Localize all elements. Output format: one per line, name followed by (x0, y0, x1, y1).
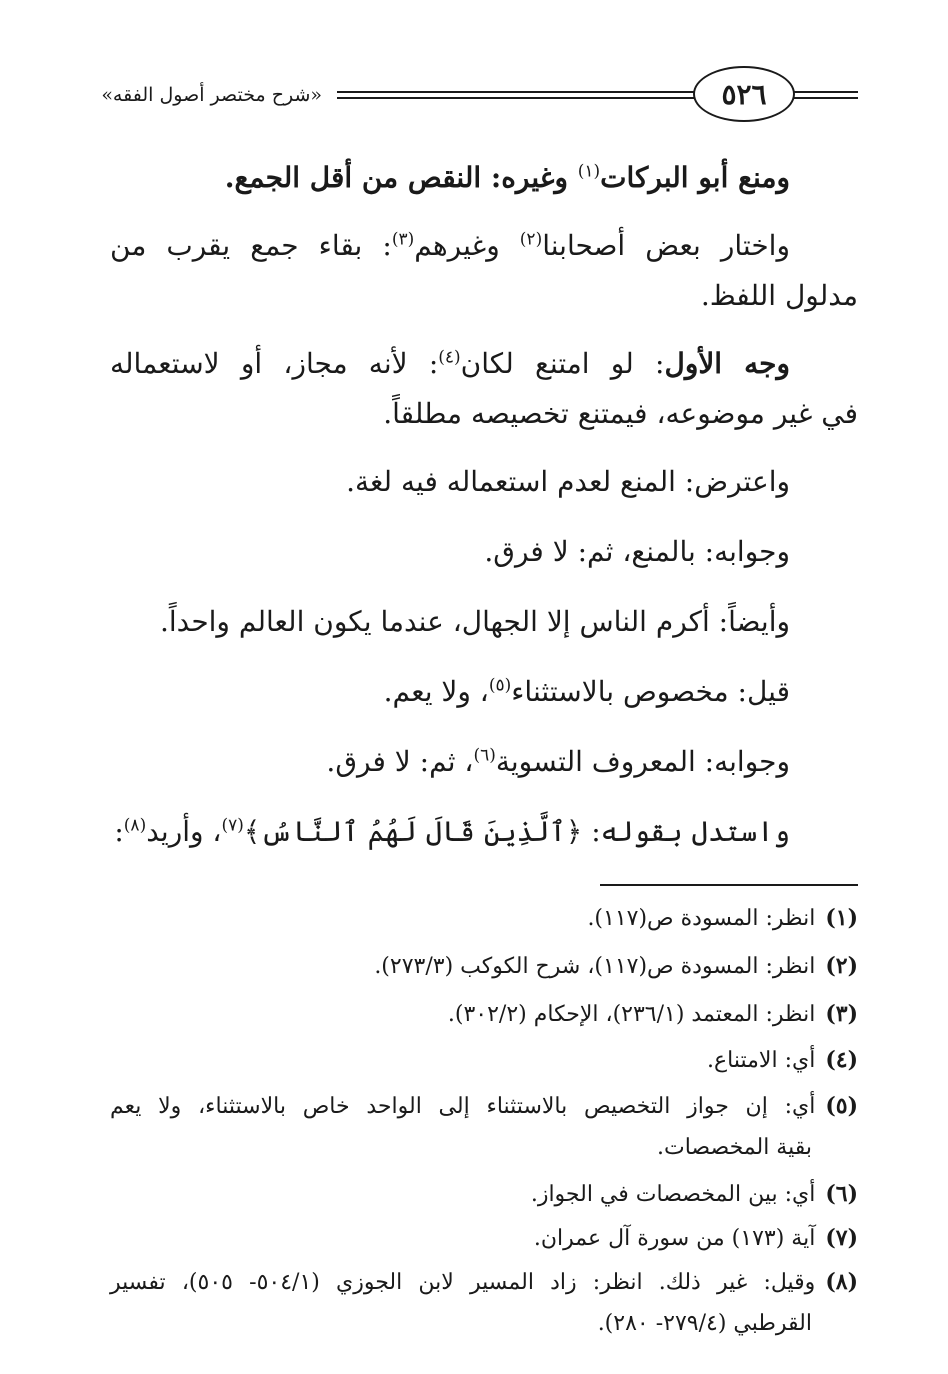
text-run: : لأنه مجاز، أو لاستعماله (110, 347, 439, 380)
text-line (110, 220, 858, 272)
footnote-number: (٢) (825, 953, 858, 979)
header-rule (790, 97, 858, 99)
text-run: في غير موضوعه، فيمتنع تخصيصه مطلقاً. (383, 397, 858, 430)
running-header-title: «شرح مختصر أصول الفقه» (101, 84, 322, 106)
text-line (225, 152, 790, 204)
footnote (448, 994, 858, 1035)
text-line (326, 736, 790, 788)
footnote-text: أي: الامتناع. (707, 1048, 816, 1073)
footnote-number: (٧) (825, 1225, 858, 1251)
text-line (484, 526, 790, 578)
footnote-ref: (٣) (391, 229, 415, 250)
header-rule (790, 91, 858, 93)
footnote-text: انظر: المسودة ص(١١٧). (587, 906, 816, 931)
footnote-ref: (٢) (519, 229, 543, 250)
footnote-text: آية (١٧٣) من سورة آل عمران. (533, 1226, 816, 1251)
footnote-ref: (٥) (488, 675, 512, 696)
text-run: ، ولا يعم. (383, 675, 489, 708)
footnote-text: القرطبي (٢٧٩/٤- ٢٨٠). (597, 1311, 812, 1336)
text-line (383, 388, 858, 440)
footnote-ref: (١) (577, 161, 601, 182)
text-line (384, 666, 790, 718)
footnote (110, 1262, 858, 1303)
footnote-number: (٥) (825, 1093, 858, 1119)
text-run: واستدل بقوله: ﴿ٱلَّذِينَ قَالَ لَهُمُ ٱلنَّاسُ﴾ (243, 815, 790, 848)
text-run: مدلول اللفظ. (700, 279, 858, 312)
text-run: : (114, 815, 124, 848)
page-number-badge (693, 66, 795, 122)
footnote-continuation (657, 1128, 812, 1168)
footnote-ref: (٦) (473, 745, 496, 766)
text-run: ، ثم: لا فرق. (326, 745, 474, 778)
footnote (534, 1218, 858, 1259)
footnote-text: انظر: المسودة ص(١١٧)، شرح الكوكب (٢٧٣/٣). (374, 954, 816, 979)
footnote-text: أي: بين المخصصات في الجواز. (530, 1182, 816, 1207)
text-run: واعترض: المنع لعدم استعماله فيه لغة. (346, 465, 790, 498)
text-line (110, 338, 858, 390)
text-run: وغيره: النقص من أقل الجمع. (224, 161, 578, 194)
footnote-number: (٦) (825, 1181, 858, 1207)
text-run: وجوابه: بالمنع، ثم: لا فرق. (484, 535, 790, 568)
text-run: واختار بعض أصحابنا (542, 229, 790, 262)
text-run: : بقاء جمع يقرب من (110, 229, 392, 262)
page-number: ٥٢٦ (721, 77, 767, 111)
footnote (531, 1174, 858, 1215)
header-rule (337, 91, 697, 93)
text-run: ومنع أبو البركات (600, 161, 790, 194)
footnote-text: وقيل: غير ذلك. انظر: زاد المسير لابن الجوزي (٥٠٤/١- ٥٠٥)، تفسير (110, 1270, 816, 1295)
text-run: وجوابه: المعروف التسوية (495, 745, 790, 778)
footnote-text: بقية المخصصات. (657, 1135, 812, 1160)
header-rule (337, 97, 697, 99)
footnote-continuation (598, 1304, 812, 1344)
text-line (701, 270, 858, 322)
text-line (160, 596, 790, 648)
footnote-separator (600, 884, 858, 886)
text-run: وأيضاً: أكرم الناس إلا الجهال، عندما يكون العالم واحداً. (159, 605, 790, 638)
footnote-number: (٣) (825, 1001, 858, 1027)
footnote (587, 898, 858, 939)
footnote-number: (١) (825, 905, 858, 931)
footnote (374, 946, 858, 987)
footnote-ref: (٤) (438, 347, 461, 368)
text-line (346, 456, 790, 508)
text-line (114, 806, 790, 858)
footnote (110, 1086, 858, 1127)
text-run: : لو امتنع لكان (460, 347, 665, 380)
footnote-number: (٤) (825, 1047, 858, 1073)
footnote-ref: (٧) (221, 815, 244, 836)
footnote (707, 1040, 858, 1081)
footnote-text: انظر: المعتمد (٢٣٦/١)، الإحكام (٣٠٢/٢). (447, 1002, 816, 1027)
text-run: وجه الأول (664, 347, 791, 380)
text-run: قيل: مخصوص بالاستثناء (511, 675, 790, 708)
footnote-text: أي: إن جواز التخصيص بالاستثناء إلى الواحد خاص بالاستثناء، ولا يعم (110, 1094, 816, 1119)
text-run: وغيرهم (414, 229, 520, 262)
footnote-ref: (٨) (123, 815, 147, 836)
footnote-number: (٨) (825, 1269, 858, 1295)
text-run: ، وأريد (146, 815, 222, 848)
